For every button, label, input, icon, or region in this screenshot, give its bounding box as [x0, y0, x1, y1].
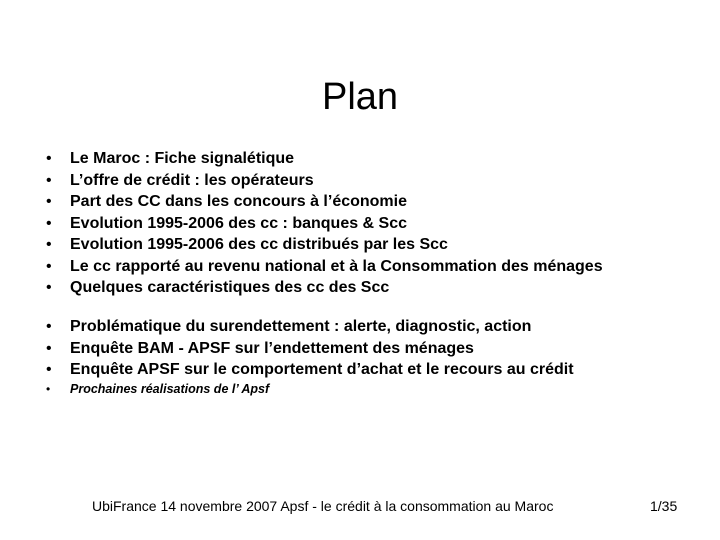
bullet-icon: • [46, 236, 52, 253]
bullet-icon: • [46, 172, 52, 189]
page-number: 1/35 [650, 498, 678, 514]
bullet-icon: • [46, 382, 51, 396]
slide-title: Plan [321, 76, 399, 118]
list-item-text: Le Maroc : Fiche signalétique [70, 150, 295, 167]
bullet-icon: • [46, 279, 52, 296]
list-item-text: L’offre de crédit : les opérateurs [70, 172, 314, 189]
bullet-icon: • [46, 193, 52, 210]
bullet-icon: • [46, 318, 52, 335]
list-item-text: Problématique du surendettement : alerte, diagnostic, action [70, 318, 532, 335]
bullet-icon: • [46, 215, 52, 232]
list-item-text: Enquête APSF sur le comportement d’achat et le recours au crédit [70, 361, 574, 378]
list-item-text: Enquête BAM - APSF sur l’endettement des ménages [70, 340, 474, 357]
list-item-text: Evolution 1995-2006 des cc : banques & Scc [70, 215, 408, 232]
bullet-icon: • [46, 150, 52, 167]
list-item-text: Le cc rapporté au revenu national et à la Consommation des ménages [70, 258, 603, 275]
list-item-text: Evolution 1995-2006 des cc distribués par les Scc [70, 236, 448, 253]
bullet-icon: • [46, 340, 52, 357]
bullet-icon: • [46, 258, 52, 275]
footer-text: UbiFrance 14 novembre 2007 Apsf - le crédit à la consommation au Maroc [92, 498, 554, 514]
list-item-text: Part des CC dans les concours à l’économie [70, 193, 407, 210]
list-item-text: Prochaines réalisations de l’ Apsf [70, 382, 270, 396]
list-item-text: Quelques caractéristiques des cc des Scc [70, 279, 390, 296]
bullet-icon: • [46, 361, 52, 378]
